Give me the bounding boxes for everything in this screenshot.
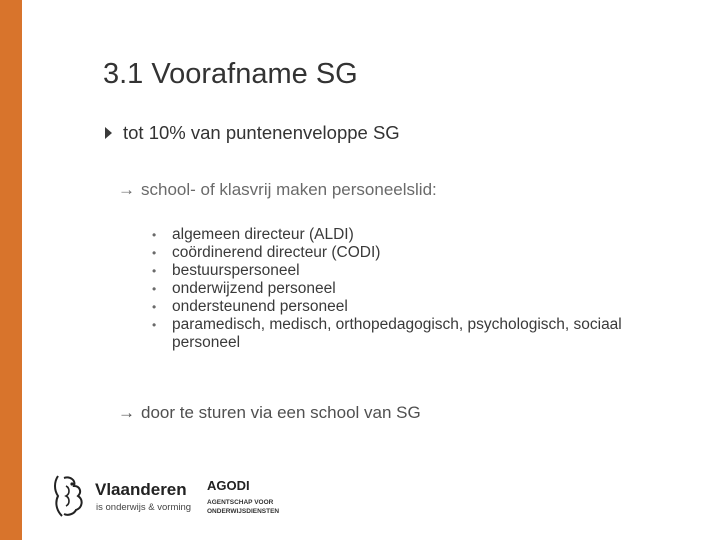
list-item: • coördinerend directeur (CODI) bbox=[152, 244, 381, 261]
sub-point-school-vrij bbox=[118, 180, 437, 200]
personnel-list bbox=[152, 226, 672, 352]
arrow-right-icon: → bbox=[118, 403, 135, 422]
bullet-dot-icon: • bbox=[152, 264, 157, 278]
sub-point-text: school- of klasvrij maken personeelslid: bbox=[141, 180, 437, 199]
bullet-dot-icon: • bbox=[152, 228, 157, 242]
slide-title: 3.1 Voorafname SG bbox=[103, 58, 358, 90]
main-bullet bbox=[105, 122, 400, 144]
vlaanderen-lion-logo-icon bbox=[50, 472, 90, 520]
agodi-tagline: AGENTSCHAP VOOR ONDERWIJSDIENSTEN bbox=[207, 499, 280, 515]
vlaanderen-logo-text: Vlaanderen bbox=[95, 480, 187, 499]
list-item: • ondersteunend personeel bbox=[152, 298, 348, 315]
list-item: • bestuurspersoneel bbox=[152, 262, 300, 279]
list-item: • onderwijzend personeel bbox=[152, 280, 336, 297]
list-item: • paramedisch, medisch, orthopedagogisch, psychologisch, sociaal personeel bbox=[152, 316, 622, 351]
main-bullet-text: tot 10% van puntenenveloppe SG bbox=[123, 122, 400, 143]
triangle-bullet-icon bbox=[105, 127, 112, 139]
sub-point-text: door te sturen via een school van SG bbox=[141, 403, 421, 422]
arrow-right-icon: → bbox=[118, 180, 135, 199]
bullet-dot-icon: • bbox=[152, 282, 157, 296]
bullet-dot-icon: • bbox=[152, 300, 157, 314]
list-item: • algemeen directeur (ALDI) bbox=[152, 226, 354, 243]
bullet-dot-icon: • bbox=[152, 318, 157, 332]
accent-sidebar-bar bbox=[0, 0, 22, 540]
sub-point-doorsturen bbox=[118, 403, 421, 423]
agodi-logo-text: AGODI bbox=[207, 478, 250, 493]
vlaanderen-tagline: is onderwijs & vorming bbox=[96, 502, 192, 513]
bullet-dot-icon: • bbox=[152, 246, 157, 260]
